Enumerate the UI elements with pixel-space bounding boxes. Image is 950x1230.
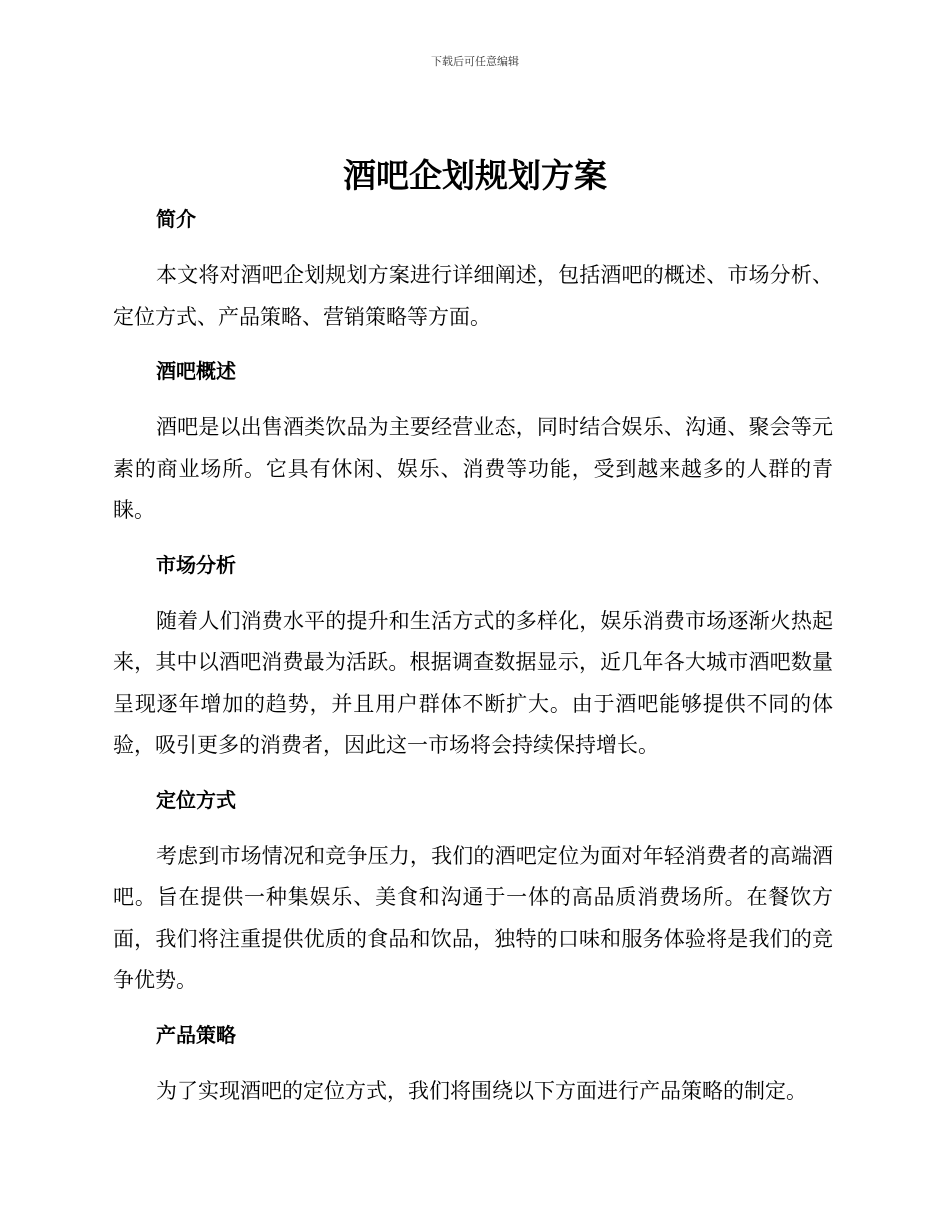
section-heading-market: 市场分析 (156, 552, 236, 577)
section-heading-overview: 酒吧概述 (156, 359, 236, 383)
document-body (113, 200, 833, 1112)
section-heading-positioning: 定位方式 (156, 787, 236, 812)
document-title: 酒吧企划规划方案 (343, 156, 607, 195)
header-note: 下载后可任意编辑 (431, 55, 519, 68)
section-paragraph-intro: 本文将对酒吧企划规划方案进行详细阐述，包括酒吧的概述、市场分析、定位方式、产品策略、营销策略等方面。 (113, 263, 833, 329)
section-paragraph-positioning: 考虑到市场情况和竞争压力，我们的酒吧定位为面对年轻消费者的高端酒吧。旨在提供一种集娱乐、美食和沟通于一体的高品质消费场所。在餐饮方面，我们将注重提供优质的食品和饮品，独特的口味和服务体验将是我们的竞争优势。 (113, 843, 833, 992)
section-paragraph-overview: 酒吧是以出售酒类饮品为主要经营业态，同时结合娱乐、沟通、聚会等元素的商业场所。它具有休闲、娱乐、消费等功能，受到越来越多的人群的青睐。 (113, 415, 833, 522)
section-heading-intro: 简介 (156, 207, 196, 231)
section-paragraph-market: 随着人们消费水平的提升和生活方式的多样化，娱乐消费市场逐渐火热起来，其中以酒吧消费最为活跃。根据调查数据显示，近几年各大城市酒吧数量呈现逐年增加的趋势，并且用户群体不断扩大。由于酒吧能够提供不同的体验，吸引更多的消费者，因此这一市场将会持续保持增长。 (113, 608, 833, 757)
section-heading-product: 产品策略 (156, 1022, 236, 1047)
section-paragraph-product: 为了实现酒吧的定位方式，我们将围绕以下方面进行产品策略的制定。 (156, 1078, 807, 1103)
